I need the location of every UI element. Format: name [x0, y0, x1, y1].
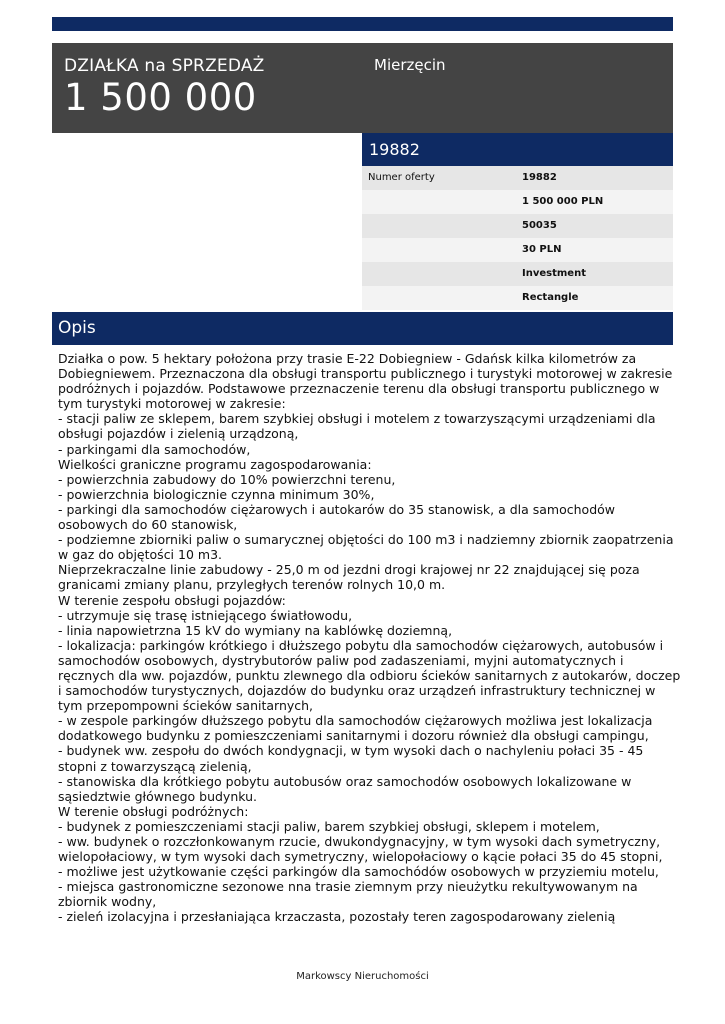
offer-row-value: Rectangle	[522, 292, 579, 303]
offer-row-value: 1 500 000 PLN	[522, 196, 604, 207]
description-line: - budynek z pomieszczeniami stacji paliw, barem szybkiej obsługi, sklepem i motelem,	[58, 818, 600, 834]
description-line: - utrzymuje się trasę istniejącego światłowodu,	[58, 607, 353, 623]
description-line: stopni z towarzyszącą zielenią,	[58, 758, 252, 774]
offer-row-label: Numer oferty	[368, 172, 435, 183]
description-line: W terenie zespołu obsługi pojazdów:	[58, 592, 286, 608]
description-body	[58, 351, 681, 925]
description-line: Nieprzekraczalne linie zabudowy - 25,0 m od jezdni drogi krajowej nr 22 znajdującej się poza	[58, 562, 640, 578]
description-line: podróżnych i pojazdów. Podstawowe przeznaczenie terenu dla obsługi transportu publicznego w	[58, 381, 660, 397]
description-heading: Opis	[58, 318, 96, 338]
offer-row	[362, 214, 673, 238]
listing-type: DZIAŁKA na SPRZEDAŻ	[64, 56, 265, 76]
description-line: zbiornik wodny,	[58, 894, 157, 910]
description-line: - lokalizacja: parkingów krótkiego i dłuższego pobytu dla samochodów ciężarowych, autobusów i	[58, 637, 664, 653]
description-line: sąsiedztwie głównego budynku.	[58, 788, 257, 804]
listing-price: 1 500 000	[64, 76, 257, 119]
offer-row-label	[362, 286, 522, 310]
offer-row-value: 30 PLN	[522, 244, 562, 255]
description-line: obsługi pojazdów i zielenią urządzoną,	[58, 426, 299, 442]
offer-row	[362, 286, 673, 310]
description-line: - zieleń izolacyjna i przesłaniająca krzaczasta, pozostały teren zagospodarowany zielenią	[58, 909, 616, 925]
listing-header	[52, 43, 673, 133]
offer-row-value: 50035	[522, 220, 557, 231]
description-line: - ww. budynek o rozczłonkowanym rzucie, dwukondygnacyjny, w tym wysoki dach symetryczny,	[58, 834, 661, 849]
description-line: - podziemne zbiorniki paliw o sumarycznej objętości do 100 m3 i nadziemny zbiornik zaopatrzenia	[58, 532, 674, 548]
description-line: - budynek ww. zespołu do dwóch kondygnacji, w tym wysoki dach o nachyleniu połaci 35 - 45	[58, 743, 644, 759]
offer-row-label	[362, 214, 522, 238]
offer-row-label	[362, 262, 522, 286]
description-line: osobowych do 60 stanowisk,	[58, 517, 238, 533]
offer-row-value: Investment	[522, 268, 586, 279]
offer-details-panel	[362, 133, 673, 310]
offer-details-table	[362, 166, 673, 310]
offer-row-value: 19882	[522, 172, 557, 183]
footer-agency-name: Markowscy Nieruchomości	[296, 971, 429, 982]
description-line: - możliwe jest użytkowanie części parkingów dla samochódów osobowych w przyziemiu motelu,	[58, 864, 659, 880]
offer-row	[362, 238, 673, 262]
description-line: - linia napowietrzna 15 kV do wymiany na kablówkę doziemną,	[58, 622, 453, 638]
description-line: Dobiegniewem. Przeznaczona dla obsługi transportu publicznego i turystyki motorowej w zakresie	[58, 366, 673, 382]
description-line: - parkingi dla samochodów ciężarowych i autokarów do 35 stanowisk, a dla samochodów	[58, 501, 616, 517]
description-line: ręcznych dla ww. pojazdów, punktu zlewnego dla odbioru ścieków sanitarnych z autokarów, doczep	[58, 667, 681, 683]
description-line: - stacji paliw ze sklepem, barem szybkiej obsługi i motelem z towarzyszącymi urządzeniami dla	[58, 411, 656, 427]
description-line: dodatkowego budynku z pomieszczeniami sanitarnymi i dozoru również dla obsługi campingu,	[58, 728, 649, 744]
description-line: wielopołaciowy, w tym wysoki dach symetryczny, wielopołaciowy o kącie połaci 35 do 45 stopni,	[58, 849, 663, 865]
description-line: - w zespole parkingów dłuższego pobytu dla samochodów ciężarowych możliwa jest lokalizacja	[58, 713, 653, 729]
description-line: - powierzchnia biologicznie czynna minimum 30%,	[58, 486, 375, 502]
description-section-header	[52, 312, 673, 345]
description-line: - miejsca gastronomiczne sezonowe nna trasie ziemnym przy nieużytku rekultywowanym na	[58, 879, 638, 895]
offer-row	[362, 262, 673, 286]
description-line: Działka o pow. 5 hektary położona przy trasie E-22 Dobiegniew - Gdańsk kilka kilometrów za	[58, 351, 637, 366]
offer-row-label	[362, 238, 522, 262]
offer-row-label	[362, 190, 522, 214]
description-line: W terenie obsługi podróżnych:	[58, 803, 249, 819]
description-line: granicami zmiany planu, przyległych terenów rolnych 10,0 m.	[58, 577, 446, 593]
offer-panel-title: 19882	[362, 133, 673, 166]
offer-row	[362, 166, 673, 190]
description-line: w gaz do objętości 10 m3.	[58, 547, 222, 563]
description-line: tym przepompowni ścieków sanitarnych,	[58, 698, 314, 714]
description-line: tym turystyki motorowej w zakresie:	[58, 396, 286, 412]
offer-row	[362, 190, 673, 214]
description-line: Wielkości graniczne programu zagospodarowania:	[58, 456, 372, 472]
description-line: samochodów osobowych, dystrybutorów paliw pod zadaszeniami, myjni automatycznych i	[58, 652, 624, 668]
listing-location: Mierzęcin	[374, 56, 446, 74]
top-accent-bar	[52, 17, 673, 31]
description-line: - parkingami dla samochodów,	[58, 441, 251, 457]
description-line: - powierzchnia zabudowy do 10% powierzchni terenu,	[58, 471, 396, 487]
description-line: i samochodów turystycznych, dojazdów do budynku oraz urządzeń infrastruktury technicznej w	[58, 683, 656, 699]
description-line: - stanowiska dla krótkiego pobytu autobusów oraz samochodów osobowych lokalizowane w	[58, 773, 632, 789]
